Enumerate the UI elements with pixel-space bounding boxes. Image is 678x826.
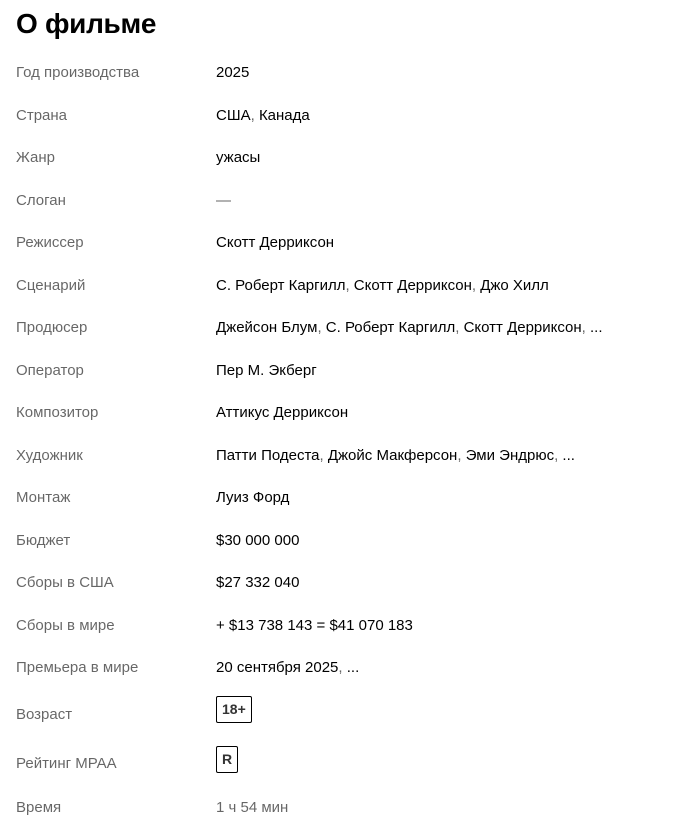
row-writer: Сценарий С. Роберт Каргилл, Скотт Дерриксон, Джо Хилл xyxy=(0,274,678,298)
row-age xyxy=(0,703,678,727)
row-genre xyxy=(0,146,678,170)
row-label: Сборы в США xyxy=(16,574,114,591)
more-link[interactable]: ... xyxy=(562,447,575,464)
person-link[interactable]: Скотт Дерриксон xyxy=(216,234,335,251)
row-label: Монтаж xyxy=(16,489,71,506)
row-world-box xyxy=(0,614,678,638)
person-link[interactable]: Джойс Макферсон xyxy=(327,447,458,464)
row-budget xyxy=(0,529,678,553)
row-label: Время xyxy=(16,799,62,816)
person-link[interactable]: Аттикус Дерриксон xyxy=(216,404,349,421)
row-label: Слоган xyxy=(16,192,66,209)
row-operator xyxy=(0,359,678,383)
person-link[interactable]: Луиз Форд xyxy=(216,489,290,506)
budget-value: $30 000 000 xyxy=(216,532,300,549)
row-country: Страна США, Канада xyxy=(0,104,678,128)
row-label: Композитор xyxy=(16,404,99,421)
row-composer xyxy=(0,401,678,425)
year-link[interactable]: 2025 xyxy=(216,64,250,81)
person-link[interactable]: Джейсон Блум xyxy=(216,319,318,336)
row-slogan xyxy=(0,189,678,213)
person-link[interactable]: С. Роберт Каргилл xyxy=(216,277,346,294)
row-label: Режиссер xyxy=(16,234,84,251)
row-usa-box xyxy=(0,571,678,595)
row-label: Возраст xyxy=(16,706,73,723)
row-label: Сборы в мире xyxy=(16,617,115,634)
row-label: Рейтинг MPAA xyxy=(16,755,117,772)
world-box-plus: + $13 738 143 xyxy=(216,617,313,634)
person-link[interactable]: Пер М. Экберг xyxy=(216,362,317,379)
more-link[interactable]: ... xyxy=(346,659,360,676)
row-artist: Художник Патти Подеста, Джойс Макферсон, Эми Эндрюс, ... xyxy=(0,444,678,468)
person-link[interactable]: Джо Хилл xyxy=(480,277,549,294)
row-year xyxy=(0,61,678,85)
row-label: Продюсер xyxy=(16,319,88,336)
row-label: Страна xyxy=(16,107,68,124)
box-office-link[interactable]: $27 332 040 xyxy=(216,574,300,591)
country-link[interactable]: Канада xyxy=(258,107,310,124)
row-label: Жанр xyxy=(16,149,55,166)
age-rating-badge: 18+ xyxy=(216,696,252,723)
row-premiere: Премьера в мире 20 сентября 2025, ... xyxy=(0,656,678,680)
row-label: Бюджет xyxy=(16,532,71,549)
row-label: Премьера в мире xyxy=(16,659,139,676)
row-label: Год производства xyxy=(16,64,140,81)
genre-link[interactable]: ужасы xyxy=(216,149,261,166)
country-link[interactable]: США xyxy=(216,107,251,124)
more-link[interactable]: ... xyxy=(590,319,603,336)
runtime-value: 1 ч 54 мин xyxy=(216,799,289,816)
world-box-equals: = xyxy=(312,617,330,634)
person-link[interactable]: Патти Подеста xyxy=(216,447,320,464)
slogan-value: — xyxy=(216,192,231,209)
box-office-link[interactable]: $41 070 183 xyxy=(329,617,413,634)
row-label: Оператор xyxy=(16,362,84,379)
row-director xyxy=(0,231,678,255)
person-link[interactable]: Эми Эндрюс xyxy=(465,447,555,464)
row-producer: Продюсер Джейсон Блум, С. Роберт Каргилл, Скотт Дерриксон, ... xyxy=(0,316,678,340)
person-link[interactable]: Скотт Дерриксон xyxy=(353,277,472,294)
row-label: Сценарий xyxy=(16,277,86,294)
section-title: О фильме xyxy=(16,8,157,39)
row-mpaa xyxy=(0,752,678,776)
premiere-date-link[interactable]: 20 сентября 2025 xyxy=(216,659,339,676)
person-link[interactable]: С. Роберт Каргилл xyxy=(325,319,456,336)
mpaa-rating-badge: R xyxy=(216,746,238,773)
row-editor xyxy=(0,486,678,510)
person-link[interactable]: Скотт Дерриксон xyxy=(463,319,582,336)
row-runtime xyxy=(0,796,678,820)
row-label: Художник xyxy=(16,447,83,464)
